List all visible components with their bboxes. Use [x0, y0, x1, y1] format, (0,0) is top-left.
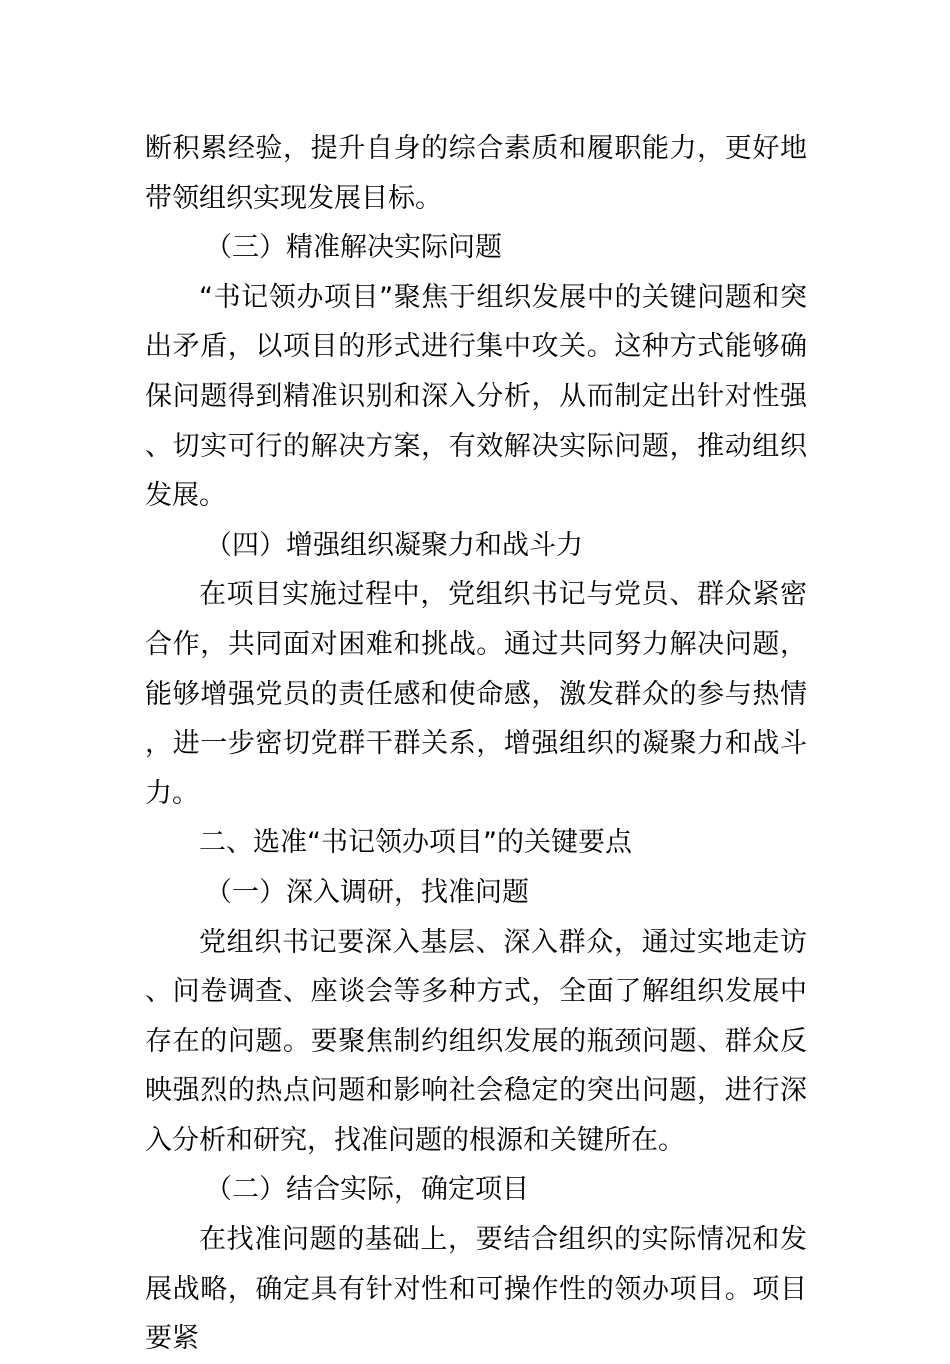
body-paragraph-continued: 断积累经验，提升自身的综合素质和履职能力，更好地带领组织实现发展目标。 — [145, 133, 807, 214]
subheading-three: （三）精准解决实际问题 — [205, 232, 502, 264]
document-body — [145, 124, 807, 1364]
body-paragraph-truncated: 在找准问题的基础上，要结合组织的实际情况和发展战略，确定具有针对性和可操作性的领办项目。项目要紧 — [145, 1224, 807, 1355]
subheading-one: （一）深入调研，找准问题 — [205, 876, 529, 908]
subheading-four: （四）增强组织凝聚力和战斗力 — [205, 529, 583, 561]
body-paragraph: 在项目实施过程中，党组织书记与党员、群众紧密合作，共同面对困难和挑战。通过共同努力解决问题，能够增强党员的责任感和使命感，激发群众的参与热情，进一步密切党群干群关系，增强组织的凝聚力和战斗力。 — [145, 579, 807, 809]
section-heading-two: 二、选准“书记领办项目”的关键要点 — [199, 827, 632, 859]
body-paragraph: 党组织书记要深入基层、深入群众，通过实地走访、问卷调查、座谈会等多种方式，全面了解组织发展中存在的问题。要聚焦制约组织发展的瓶颈问题、群众反映强烈的热点问题和影响社会稳定的突出问题，进行深入分析和研究，找准问题的根源和关键所在。 — [145, 926, 807, 1156]
subheading-two: （二）结合实际，确定项目 — [205, 1174, 529, 1206]
body-paragraph: “书记领办项目”聚焦于组织发展中的关键问题和突出矛盾，以项目的形式进行集中攻关。这种方式能够确保问题得到精准识别和深入分析，从而制定出针对性强、切实可行的解决方案，有效解决实际问题，推动组织发展。 — [145, 281, 807, 512]
